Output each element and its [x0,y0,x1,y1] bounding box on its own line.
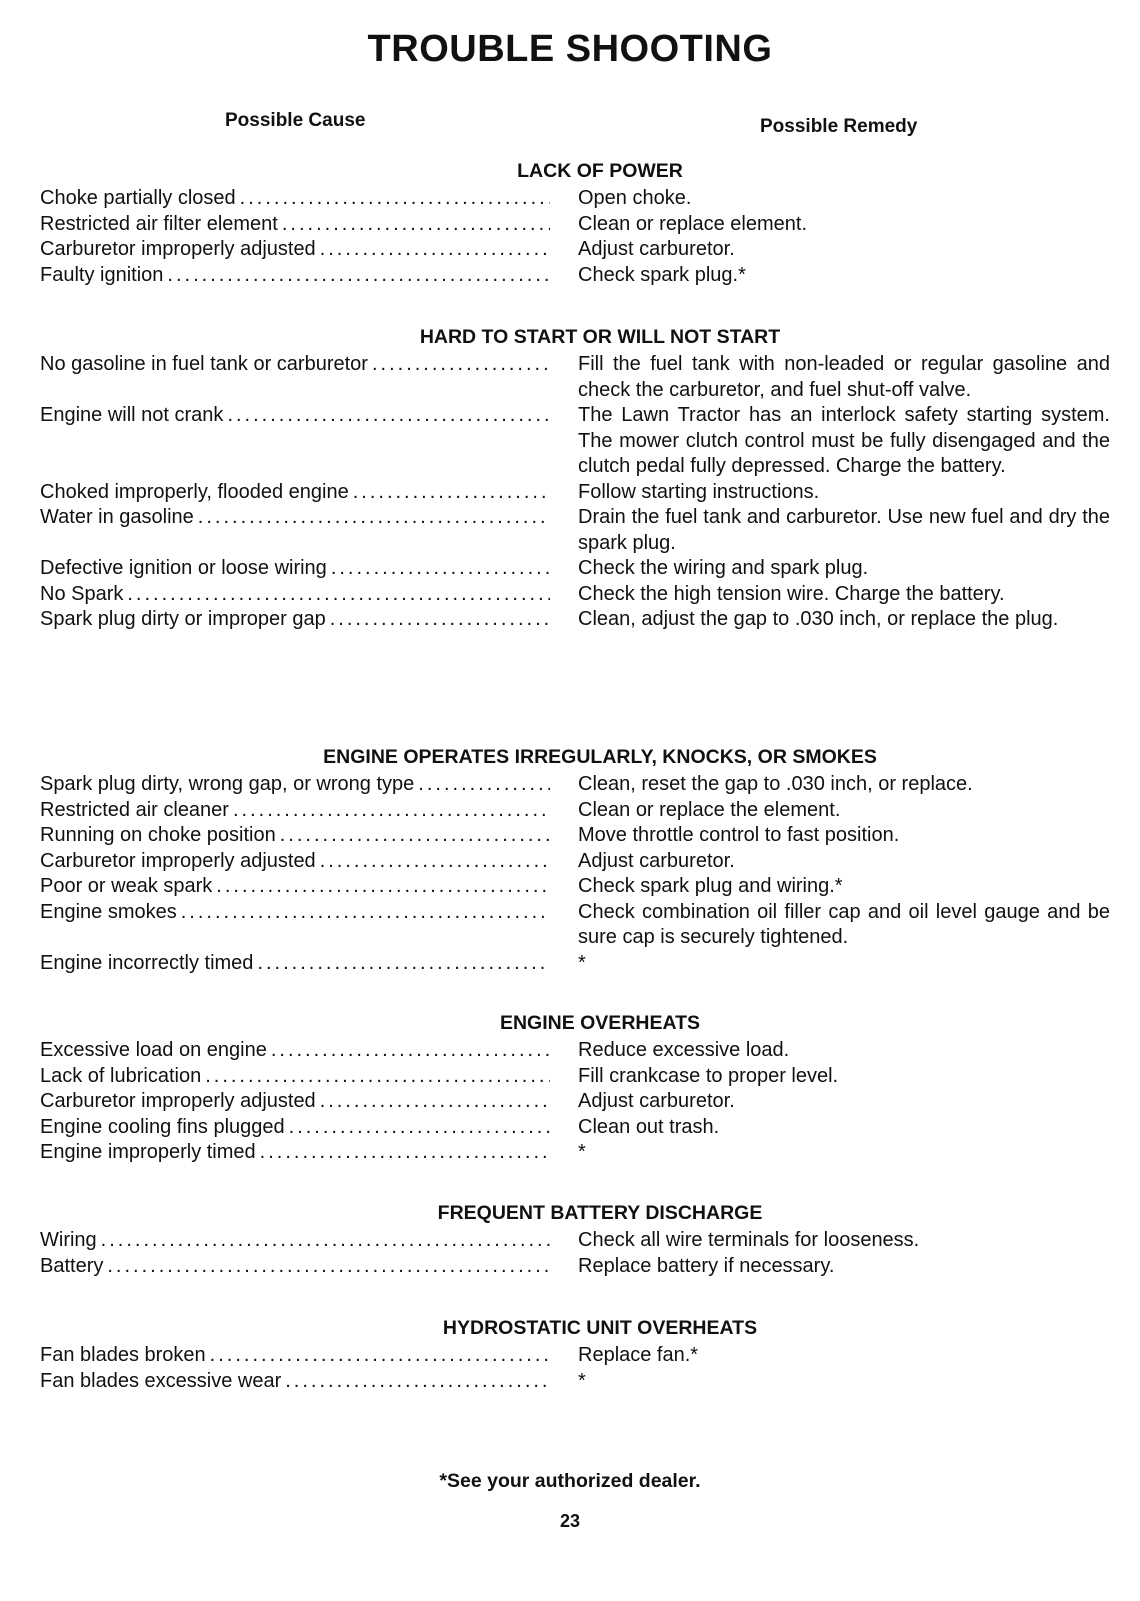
leader-dots [320,1089,550,1115]
leader-dots [181,900,550,926]
leader-dots [320,849,550,875]
leader-dots [127,582,550,608]
remedy-text: * [578,951,586,974]
cause-cell [40,263,550,289]
remedy-text: Clean or replace the element. [578,798,841,821]
table-row [40,798,1110,824]
table-row [40,874,1110,900]
remedy-text: Replace fan.* [578,1344,699,1366]
section-title: LACK OF POWER [517,160,683,182]
remedy-text: Drain the fuel tank and carburetor. Use new fuel and dry the spark plug. [578,506,1110,554]
remedy-text: Follow starting instructions. [578,480,820,503]
cause-cell [40,900,550,926]
remedy-text: Adjust carburetor. [578,1090,735,1112]
cause-text: Wiring [40,1229,97,1251]
table-row [40,212,1110,238]
table-row [40,1140,1110,1166]
remedy-text: Adjust carburetor. [578,238,735,260]
section-battery-discharge [40,1198,1110,1279]
cause-cell [40,403,550,429]
leader-dots [285,1369,550,1395]
section-hard-to-start [40,322,1110,633]
cause-text: Fan blades broken [40,1344,206,1366]
cause-cell [40,1038,550,1064]
table-row [40,556,1110,582]
cause-text: Engine will not crank [40,404,224,426]
remedy-text: * [578,1369,586,1392]
cause-cell [40,1343,550,1369]
leader-dots [320,237,550,263]
cause-text: Running on choke position [40,824,276,846]
column-header-remedy: Possible Remedy [760,116,918,137]
leader-dots [205,1064,550,1090]
cause-cell [40,823,550,849]
table-row [40,403,1110,480]
cause-cell [40,212,550,238]
cause-cell [40,352,550,378]
cause-text: Battery [40,1254,104,1277]
cause-cell [40,480,550,506]
table-row [40,505,1110,556]
table-row [40,849,1110,875]
remedy-text: Reduce excessive load. [578,1039,790,1061]
cause-cell [40,798,550,824]
cause-text: Excessive load on engine [40,1039,267,1061]
column-header-cause: Possible Cause [225,110,366,131]
cause-text: Spark plug dirty, wrong gap, or wrong type [40,773,415,795]
section-title: ENGINE OVERHEATS [499,1012,701,1034]
footnote: *See your authorized dealer. [439,1470,701,1492]
table-row [40,823,1110,849]
leader-dots [280,823,550,849]
remedy-text: Check the high tension wire. Charge the battery. [578,582,1005,605]
table-row [40,352,1110,403]
remedy-text: Move throttle control to fast position. [578,824,900,846]
section-lack-of-power [40,156,1110,288]
remedy-text: Check the wiring and spark plug. [578,557,869,579]
table-row [40,1115,1110,1141]
cause-cell [40,556,550,582]
cause-text: Choked improperly, flooded engine [40,480,349,503]
cause-cell [40,772,550,798]
leader-dots [271,1038,550,1064]
table-row [40,1064,1110,1090]
page-number: 23 [559,1511,581,1531]
remedy-text: Fill crankcase to proper level. [578,1064,839,1087]
cause-cell [40,1089,550,1115]
leader-dots [233,798,550,824]
remedy-text: Clean, reset the gap to .030 inch, or replace. [578,773,973,795]
table-row [40,900,1110,951]
cause-text: No gasoline in fuel tank or carburetor [40,353,368,375]
table-row [40,951,1110,977]
leader-dots [101,1228,550,1254]
cause-cell [40,874,550,900]
section-title: HARD TO START OR WILL NOT START [419,326,781,348]
remedy-text: Clean, adjust the gap to .030 inch, or replace the plug. [578,608,1059,630]
cause-text: Restricted air filter element [40,212,278,235]
remedy-text: Check spark plug.* [578,263,746,286]
section-engine-overheats [40,1008,1110,1166]
remedy-text: Replace battery if necessary. [578,1254,835,1277]
section-title: ENGINE OPERATES IRREGULARLY, KNOCKS, OR SMOKES [323,746,877,768]
table-row [40,607,1110,633]
leader-dots [418,772,550,798]
table-row [40,1089,1110,1115]
remedy-text: Check all wire terminals for looseness. [578,1229,920,1251]
table-row [40,582,1110,608]
cause-cell [40,582,550,608]
leader-dots [216,874,550,900]
section-title: FREQUENT BATTERY DISCHARGE [437,1202,763,1224]
table-row [40,1343,1110,1369]
remedy-text: Open choke. [578,187,692,209]
cause-cell [40,505,550,531]
cause-text: Water in gasoline [40,506,194,528]
table-row [40,480,1110,506]
cause-cell [40,1140,550,1166]
cause-text: Engine cooling fins plugged [40,1115,285,1138]
cause-cell [40,1254,550,1280]
table-row [40,1254,1110,1280]
table-row [40,186,1110,212]
remedy-text: Check spark plug and wiring.* [578,875,843,897]
cause-cell [40,1369,550,1395]
remedy-text: Clean out trash. [578,1115,720,1138]
cause-text: Carburetor improperly adjusted [40,849,316,872]
cause-cell [40,1064,550,1090]
leader-dots [289,1115,550,1141]
cause-cell [40,186,550,212]
leader-dots [107,1254,550,1280]
cause-text: No Spark [40,582,124,605]
leader-dots [257,951,550,977]
remedy-text: Check combination oil filler cap and oil level gauge and be sure cap is securely tightened. [578,900,1110,948]
leader-dots [372,352,550,378]
leader-dots [240,186,550,212]
table-row [40,772,1110,798]
cause-cell [40,1115,550,1141]
cause-text: Spark plug dirty or improper gap [40,608,326,630]
cause-text: Engine improperly timed [40,1141,256,1163]
table-row [40,237,1110,263]
leader-dots [260,1140,550,1166]
section-title: HYDROSTATIC UNIT OVERHEATS [442,1317,758,1339]
remedy-text: Fill the fuel tank with non-leaded or regular gasoline and check the carburetor, and fuel shut-off valve. [578,353,1110,401]
table-row [40,1038,1110,1064]
remedy-text: The Lawn Tractor has an interlock safety starting system. The mower clutch control must be fully disengaged and the clutch pedal fully depressed. Charge the battery. [578,404,1110,477]
cause-text: Restricted air cleaner [40,798,229,821]
cause-text: Choke partially closed [40,187,236,209]
cause-text: Carburetor improperly adjusted [40,238,316,260]
leader-dots [227,403,550,429]
table-row [40,1228,1110,1254]
cause-cell [40,237,550,263]
cause-text: Defective ignition or loose wiring [40,557,327,579]
leader-dots [282,212,550,238]
remedy-text: * [578,1141,586,1163]
cause-text: Poor or weak spark [40,875,213,897]
section-engine-irregular [40,742,1110,976]
table-row [40,1369,1110,1395]
leader-dots [167,263,550,289]
cause-cell [40,951,550,977]
remedy-text: Adjust carburetor. [578,849,735,872]
remedy-text: Clean or replace element. [578,212,808,235]
leader-dots [330,607,550,633]
cause-text: Engine incorrectly timed [40,951,254,974]
cause-text: Carburetor improperly adjusted [40,1090,316,1112]
section-hydrostatic-overheats [40,1313,1110,1394]
cause-text: Lack of lubrication [40,1064,202,1087]
cause-text: Engine smokes [40,900,177,923]
cause-cell [40,607,550,633]
leader-dots [353,480,550,506]
leader-dots [210,1343,550,1369]
cause-text: Faulty ignition [40,263,164,286]
page-title: TROUBLE SHOOTING [367,28,773,70]
cause-cell [40,849,550,875]
table-row [40,263,1110,289]
leader-dots [331,556,550,582]
cause-text: Fan blades excessive wear [40,1369,282,1392]
cause-cell [40,1228,550,1254]
leader-dots [198,505,550,531]
